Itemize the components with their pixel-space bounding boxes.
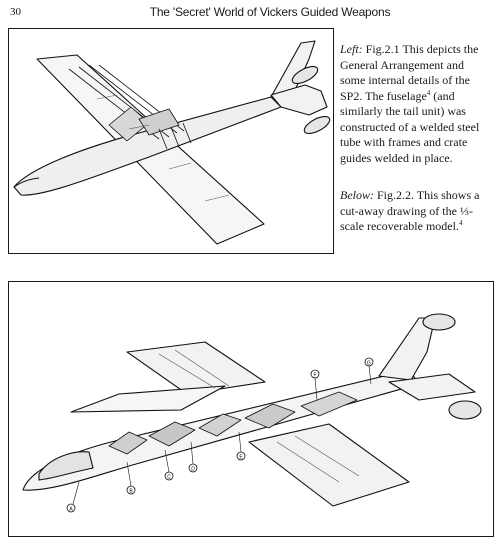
- callout-letter-e: E: [239, 454, 243, 461]
- callout-b: [127, 462, 135, 495]
- callout-letter-a: A: [69, 506, 73, 513]
- caption-text-continued: (and similarly the tail unit) was constructed of a welded steel tube with frames and crate guides welded in place.: [340, 88, 480, 165]
- page-number: 30: [10, 6, 21, 18]
- figure-2-1-frame: [8, 28, 334, 254]
- figure-2-2-drawing: [9, 282, 493, 536]
- callout-letter-c: C: [167, 474, 171, 481]
- running-head: The 'Secret' World of Vickers Guided Weapons: [149, 5, 391, 19]
- caption-lead: Below:: [340, 188, 374, 202]
- figure-2-2-caption: [340, 188, 492, 235]
- callout-letter-f: F: [313, 372, 317, 379]
- footnote-reference: 4: [426, 88, 431, 97]
- caption-text: Fig.2.1 This depicts the General Arrangement and some internal details of the SP2. The fuselage: [340, 42, 479, 103]
- callout-e: [237, 432, 245, 461]
- callout-a: [67, 482, 79, 513]
- callout-letter-d: D: [191, 466, 195, 473]
- caption-lead: Left:: [340, 42, 363, 56]
- caption-text: Fig.2.2. This shows a cut-away drawing of the ⅓-scale recoverable model.: [340, 188, 480, 233]
- footnote-reference: 4: [458, 219, 463, 227]
- callout-letter-g: G: [367, 360, 371, 367]
- figure-2-1-drawing: [9, 29, 333, 253]
- figure-2-2-frame: [8, 281, 494, 537]
- callout-letter-b: B: [129, 488, 133, 495]
- figure-2-1-caption: [340, 42, 492, 166]
